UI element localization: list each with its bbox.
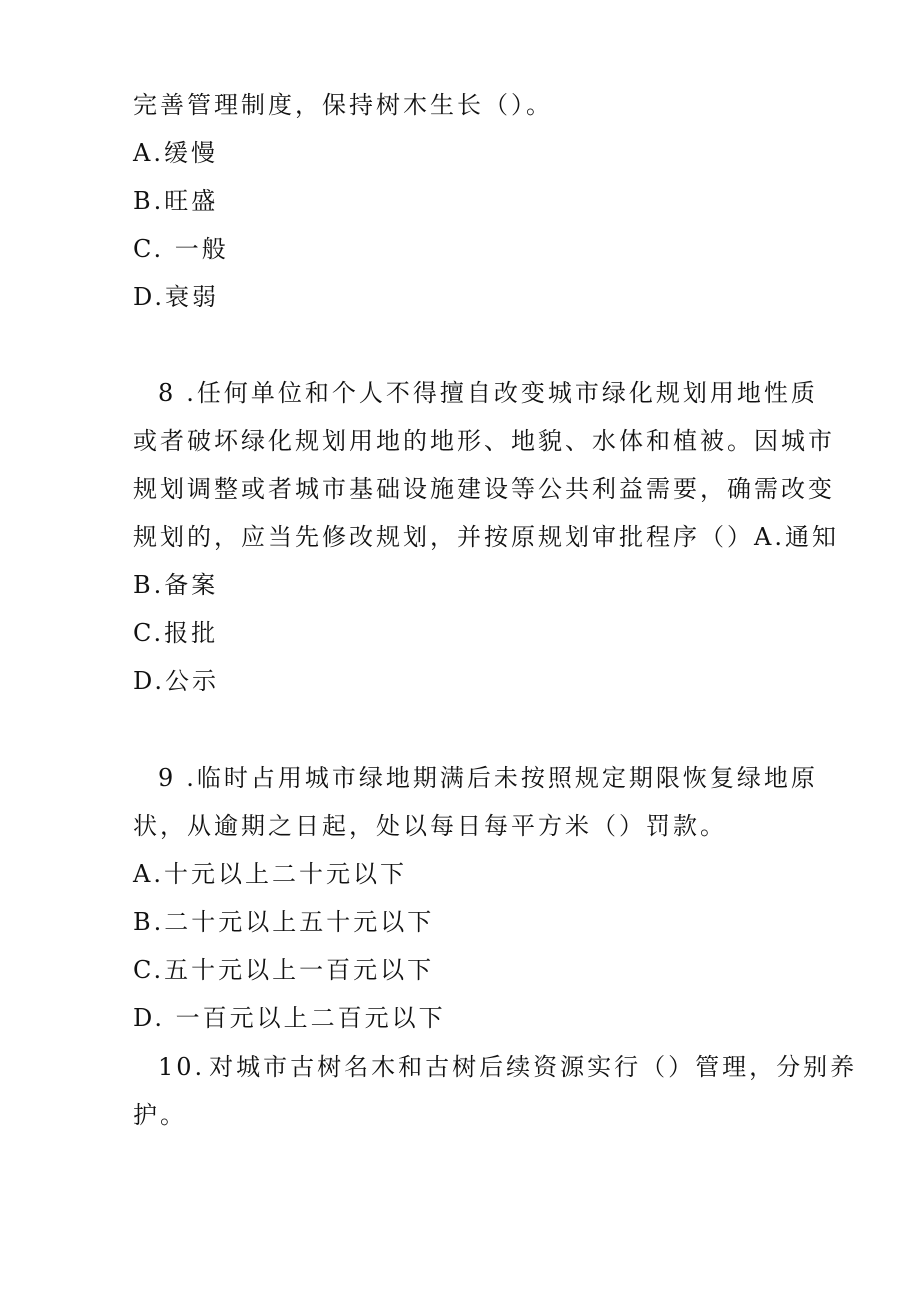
- q10-stem-text-1: 对城市古树名木和古树后续资源实行（）管理，分别养: [209, 1053, 858, 1081]
- q8-stem-line-2: 或者破坏绿化规划用地的地形、地貌、水体和植被。因城市: [133, 427, 835, 455]
- q7-option-a: A.缓慢: [133, 139, 218, 167]
- q9-option-d: D. 一百元以上二百元以下: [133, 1004, 446, 1032]
- q9-option-b: B.二十元以上五十元以下: [133, 908, 435, 936]
- q7-option-d: D.衰弱: [133, 283, 220, 311]
- q8-stem-line-3: 规划调整或者城市基础设施建设等公共利益需要，确需改变: [133, 475, 835, 503]
- q9-option-a: A.十元以上二十元以下: [133, 860, 407, 888]
- q9-stem-text-1: .临时占用城市绿地期满后未按照规定期限恢复绿地原: [186, 764, 818, 792]
- q9-stem-line-2: 状，从逾期之日起，处以每日每平方米（）罚款。: [133, 812, 727, 840]
- q7-stem: 完善管理制度，保持树木生长（）。: [133, 91, 553, 119]
- q7-option-b: B.旺盛: [133, 187, 219, 215]
- q8-option-d: D.公示: [133, 667, 220, 695]
- q9-option-c: C.五十元以上一百元以下: [133, 956, 435, 984]
- q9-stem-line-1: [158, 762, 818, 794]
- q8-stem-text-1: .任何单位和个人不得擅自改变城市绿化规划用地性质: [186, 379, 818, 407]
- q8-number: 8: [158, 379, 177, 407]
- q10-number: 10.: [158, 1053, 206, 1081]
- q8-option-c: C.报批: [133, 619, 219, 647]
- q8-stem-line-1: [158, 377, 818, 409]
- q8-stem-line-4: 规划的，应当先修改规划，并按原规划审批程序（）A.通知: [133, 523, 839, 551]
- q10-stem-line-1: [158, 1051, 857, 1083]
- q8-option-b: B.备案: [133, 571, 219, 599]
- q10-stem-line-2: 护。: [133, 1101, 187, 1129]
- q7-option-c: C. 一般: [133, 235, 229, 263]
- q9-number: 9: [158, 764, 177, 792]
